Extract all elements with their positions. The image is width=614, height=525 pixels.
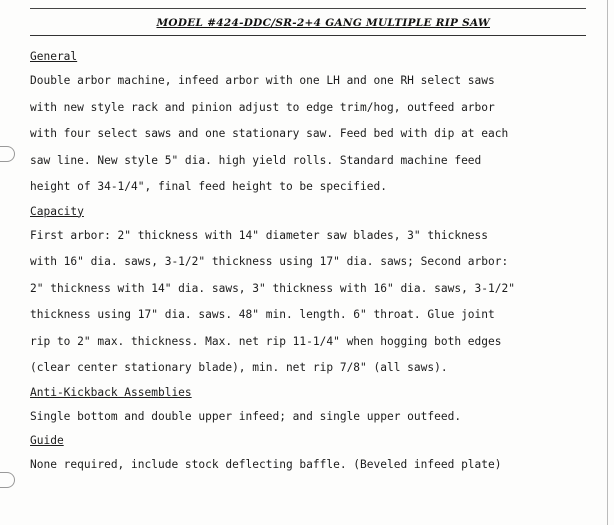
text-line: None required, include stock deflecting baffle. (Beveled infeed plate): [30, 458, 502, 471]
text-line: height of 34-1/4", final feed height to be specified.: [30, 180, 387, 193]
title-underline-rule: [30, 35, 586, 36]
text-line: with 16" dia. saws, 3-1/2" thickness using 17" dia. saws; Second arbor:: [30, 255, 509, 268]
page-edge: [607, 0, 608, 525]
document-title: MODEL #424-DDC/SR-2+4 GANG MULTIPLE RIP SAW: [156, 17, 490, 29]
document-body: [30, 46, 590, 479]
section-heading-capacity: Capacity: [30, 204, 84, 218]
top-rule: [30, 8, 586, 9]
text-line: (clear center stationary blade), min. net rip 7/8" (all saws).: [30, 361, 448, 374]
text-line: rip to 2" max. thickness. Max. net rip 11-1/4" when hogging both edges: [30, 334, 502, 348]
text-line: with four select saws and one stationary saw. Feed bed with dip at each: [30, 127, 509, 140]
text-line: with new style rack and pinion adjust to edge trim/hog, outfeed arbor: [30, 100, 495, 114]
text-line: Single bottom and double upper infeed; and single upper outfeed.: [30, 409, 462, 423]
section-heading-general: General: [30, 50, 78, 63]
text-line: 2" thickness with 14" dia. saws, 3" thickness with 16" dia. saws, 3-1/2": [30, 281, 515, 295]
binder-hole-mark: [0, 472, 15, 488]
text-line: saw line. New style 5" dia. high yield rolls. Standard machine feed: [30, 153, 482, 167]
title-bar: [30, 14, 586, 34]
text-line: First arbor: 2" thickness with 14" diameter saw blades, 3" thickness: [30, 228, 489, 242]
section-heading-anti-kickback: Anti-Kickback Assemblies: [30, 385, 192, 399]
text-line: thickness using 17" dia. saws. 48" min. length. 6" throat. Glue joint: [30, 308, 495, 321]
section-heading-guide: Guide: [30, 434, 64, 447]
text-line: Double arbor machine, infeed arbor with one LH and one RH select saws: [30, 74, 495, 87]
binder-hole-mark: [0, 146, 15, 162]
